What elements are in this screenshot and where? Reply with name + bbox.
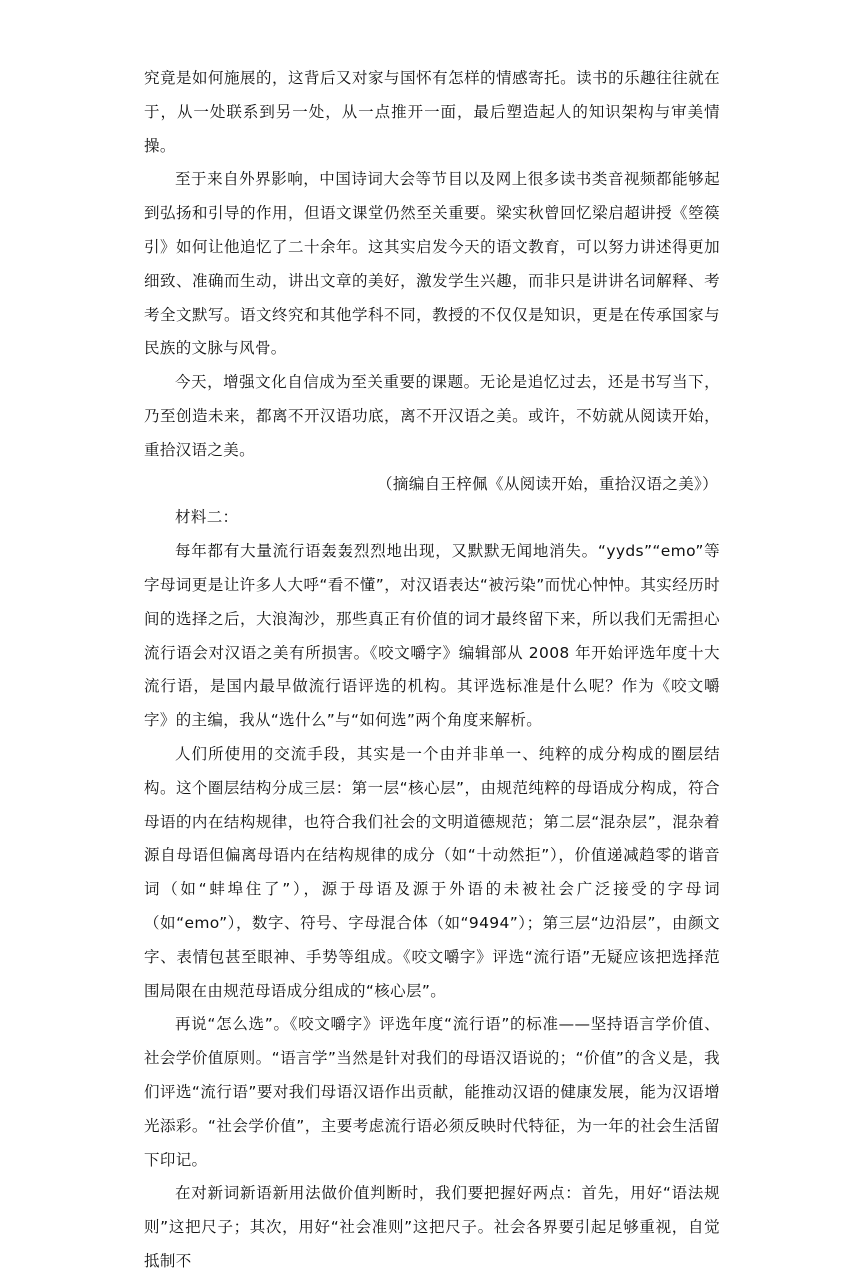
paragraph-continuation: 究竟是如何施展的，这背后又对家与国怀有怎样的情感寄托。读书的乐趣往往就在于，从一处联系到另一处，从一点推开一面，最后塑造起人的知识架构与审美情操。 — [144, 69, 720, 155]
source-citation: （摘编自王梓佩《从阅读开始，重拾汉语之美》） — [377, 474, 718, 493]
paragraph-layer-structure: 人们所使用的交流手段，其实是一个由并非单一、纯粹的成分构成的圈层结构。这个圈层结构分成三层：第一层“核心层”，由规范纯粹的母语成分构成，符合母语的内在结构规律，也符合我们社会的文明道德规范；第二层“混杂层”，混杂着源自母语但偏离母语内在结构规律的成分（如“十动然拒”），价值递减趋零的谐音词（如“蚌埠住了”），源于母语及源于外语的未被社会广泛接受的字母词（如“emo”），数字、符号、字母混合体（如“9494”）；第三层“边沿层”，由颜文字、表情包甚至眼神、手势等组成。《咬文嚼字》评选“流行语”无疑应该把选择范围局限在由规范母语成分组成的“核心层”。 — [144, 744, 720, 1000]
paragraph-value-judgement: 在对新词新语新用法做价值判断时，我们要把握好两点：首先，用好“语法规则”这把尺子；其次，用好“社会准则”这把尺子。社会各界要引起足够重视，自觉抵制不 — [144, 1184, 720, 1270]
paragraph-chinese-class: 至于来自外界影响，中国诗词大会等节目以及网上很多读书类音视频都能够起到弘扬和引导的作用，但语文课堂仍然至关重要。梁实秋曾回忆梁启超讲授《箜篌引》如何让他追忆了二十余年。这其实启发今天的语文教育，可以努力讲述得更加细致、准确而生动，讲出文章的美好，激发学生兴趣，而非只是讲讲名词解释、考考全文默写。语文终究和其他学科不同，教授的不仅仅是知识，更是在传承国家与民族的文脉与风骨。 — [144, 170, 720, 358]
paragraph-buzzwords: 每年都有大量流行语轰轰烈烈地出现，又默默无闻地消失。“yyds”“emo”等字母词更是让许多人大呼“看不懂”，对汉语表达“被污染”而忧心忡忡。其实经历时间的选择之后，大浪淘沙，那些真正有价值的词才最终留下来，所以我们无需担心流行语会对汉语之美有所损害。《咬文嚼字》编辑部从 2008 年开始评选年度十大流行语，是国内最早做流行语评选的机构。其评选标准是什么呢？作为《咬文嚼字》的主编，我从“选什么”与“如何选”两个角度来解析。 — [144, 542, 720, 730]
paragraph-how-to-select: 再说“怎么选”。《咬文嚼字》评选年度“流行语”的标准——坚持语言学价值、社会学价值原则。“语言学”当然是针对我们的母语汉语说的；“价值”的含义是，我们评选“流行语”要对我们母语汉语作出贡献，能推动汉语的健康发展，能为汉语增光添彩。“社会学价值”，主要考虑流行语必须反映时代特征，为一年的社会生活留下印记。 — [144, 1015, 720, 1169]
paragraph-cultural-confidence: 今天，增强文化自信成为至关重要的课题。无论是追忆过去，还是书写当下，乃至创造未来，都离不开汉语功底，离不开汉语之美。或许，不妨就从阅读开始，重拾汉语之美。 — [144, 373, 720, 459]
material-two-heading: 材料二： — [175, 508, 239, 527]
